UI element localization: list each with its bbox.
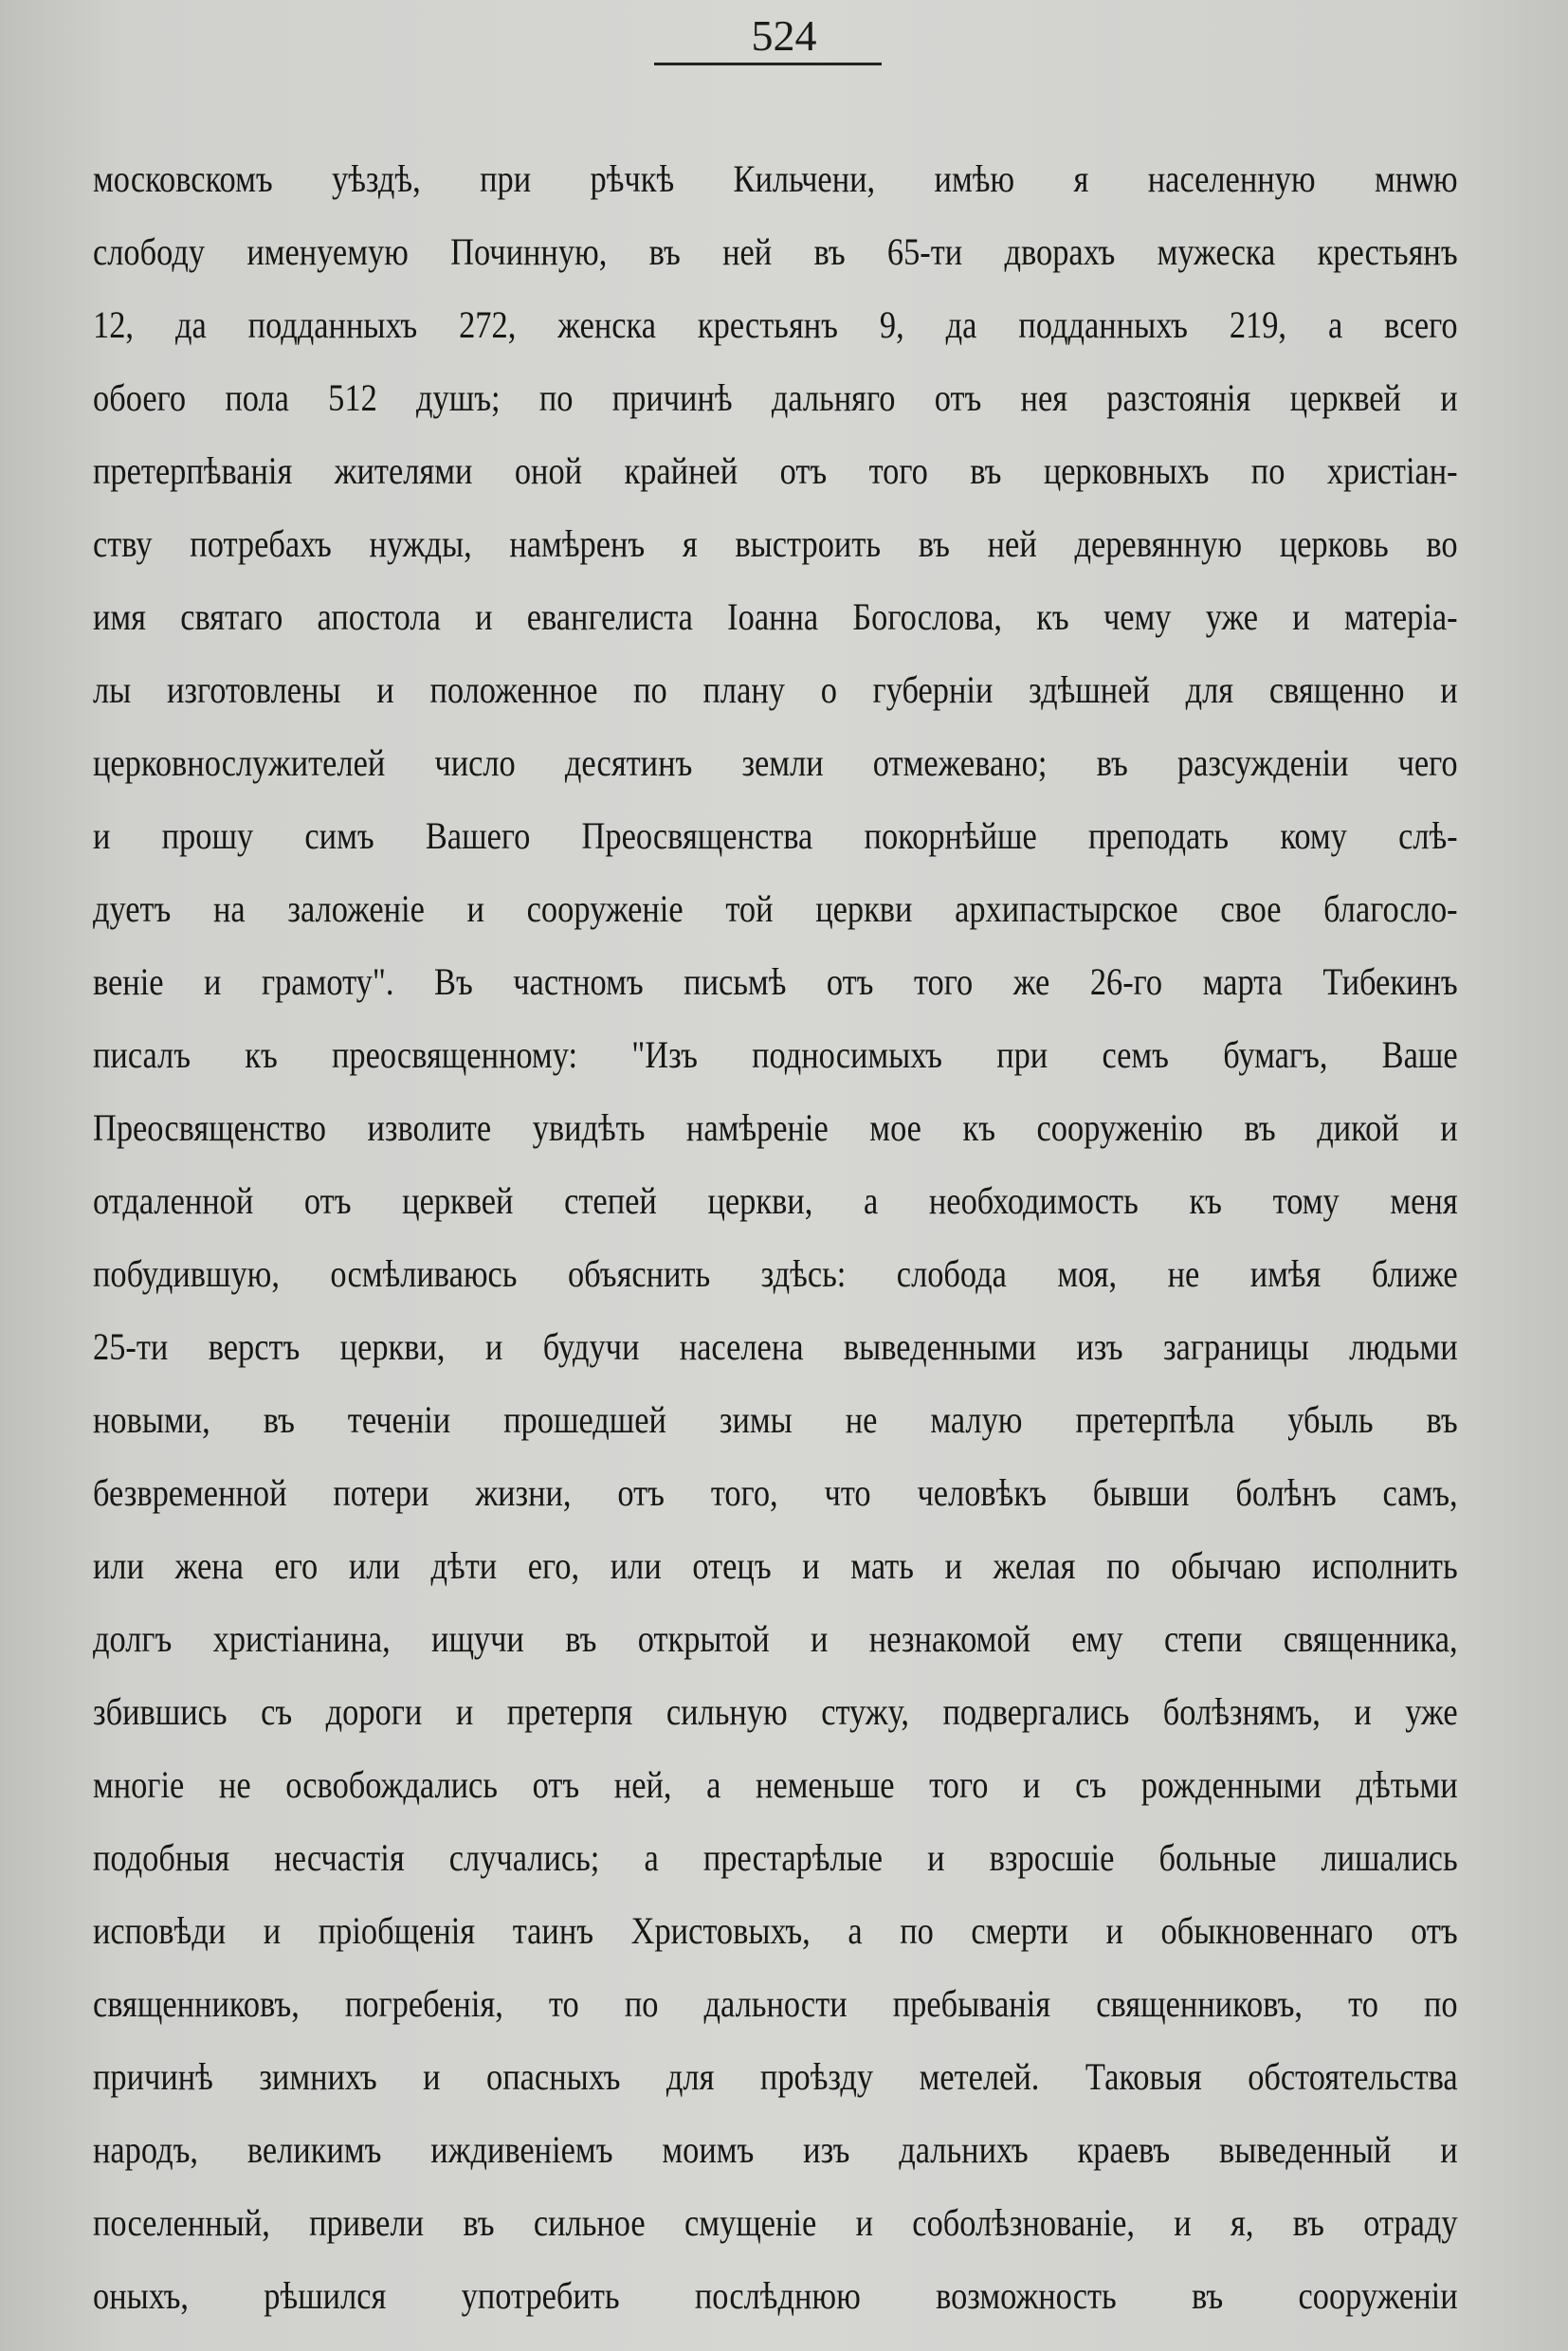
text-line: или жена его или дѣти его, или отецъ и мать и желая по обычаю исполнить: [93, 1544, 1458, 1587]
text-line: дуетъ на заложеніе и сооруженіе той церкви архипастырское свое благосло-: [93, 887, 1458, 930]
text-line: священниковъ, погребенія, то по дальности пребыванія священниковъ, то по: [93, 1982, 1458, 2025]
text-line: имя святаго апостола и евангелиста Іоанна Богослова, къ чему уже и матеріа-: [93, 595, 1458, 638]
text-line: исповѣди и пріобщенія таинъ Христовыхъ, а по смерти и обыкновеннаго отъ: [93, 1909, 1458, 1952]
text-line: писалъ къ преосвященному: "Изъ подносимыхъ при семъ бумагъ, Ваше: [93, 1033, 1458, 1076]
text-line: церковнослужителей число десятинъ земли отмежевано; въ разсужденіи чего: [93, 741, 1458, 784]
text-line: и прошу симъ Вашего Преосвященства покорнѣйше преподать кому слѣ-: [93, 814, 1458, 857]
text-line: Преосвященство изволите увидѣть намѣреніе мое къ сооруженію въ дикой и: [93, 1106, 1458, 1149]
text-line: 25-ти верстъ церкви, и будучи населена выведенными изъ заграницы людьми: [93, 1325, 1458, 1368]
text-line: слободу именуемую Починную, въ ней въ 65-ти дворахъ мужеска крестьянъ: [93, 230, 1458, 273]
page-number: 524: [751, 11, 817, 60]
text-line: поселенный, привели въ сильное смущеніе и соболѣзнованіе, и я, въ отраду: [93, 2201, 1458, 2244]
text-line: обоего пола 512 душъ; по причинѣ дальняго отъ нея разстоянія церквей и: [93, 376, 1458, 419]
text-line: подобныя несчастія случались; а престарѣлые и взросшіе больные лишались: [93, 1836, 1458, 1879]
text-line: побудившую, осмѣливаюсь объяснить здѣсь: слобода моя, не имѣя ближе: [93, 1252, 1458, 1295]
text-line: оныхъ, рѣшился употребить послѣднюю возможность въ сооруженіи: [93, 2274, 1458, 2317]
text-line: долгъ христіанина, ищучи въ открытой и незнакомой ему степи священника,: [93, 1617, 1458, 1660]
text-line: ству потребахъ нужды, намѣренъ я выстроить въ ней деревянную церковь во: [93, 522, 1458, 565]
text-line: московскомъ уѣздѣ, при рѣчкѣ Кильчени, имѣю я населенную мнѡю: [93, 157, 1458, 200]
text-line: 12, да подданныхъ 272, женска крестьянъ 9, да подданныхъ 219, а всего: [93, 303, 1458, 346]
text-line: многіе не освобождались отъ ней, а неменьше того и съ рожденными дѣтьми: [93, 1763, 1458, 1806]
body-text: [93, 142, 1458, 2332]
text-line: причинѣ зимнихъ и опасныхъ для проѣзду метелей. Таковыя обстоятельства: [93, 2055, 1458, 2098]
text-line: отдаленной отъ церквей степей церкви, а необходимость къ тому меня: [93, 1179, 1458, 1222]
text-line: збившись съ дороги и претерпя сильную стужу, подвергались болѣзнямъ, и уже: [93, 1690, 1458, 1733]
text-line: народъ, великимъ иждивеніемъ моимъ изъ дальнихъ краевъ выведенный и: [93, 2128, 1458, 2171]
text-line: безвременной потери жизни, отъ того, что человѣкъ бывши болѣнъ самъ,: [93, 1471, 1458, 1514]
text-line: новыми, въ теченіи прошедшей зимы не малую претерпѣла убыль въ: [93, 1398, 1458, 1441]
page-number-rule: [654, 63, 882, 65]
text-line: лы изготовлены и положенное по плану о губерніи здѣшней для священно и: [93, 668, 1458, 711]
text-line: претерпѣванія жителями оной крайней отъ того въ церковныхъ по христіан-: [93, 449, 1458, 492]
text-line: веніе и грамоту". Въ частномъ письмѣ отъ того же 26-го марта Тибекинъ: [93, 960, 1458, 1003]
